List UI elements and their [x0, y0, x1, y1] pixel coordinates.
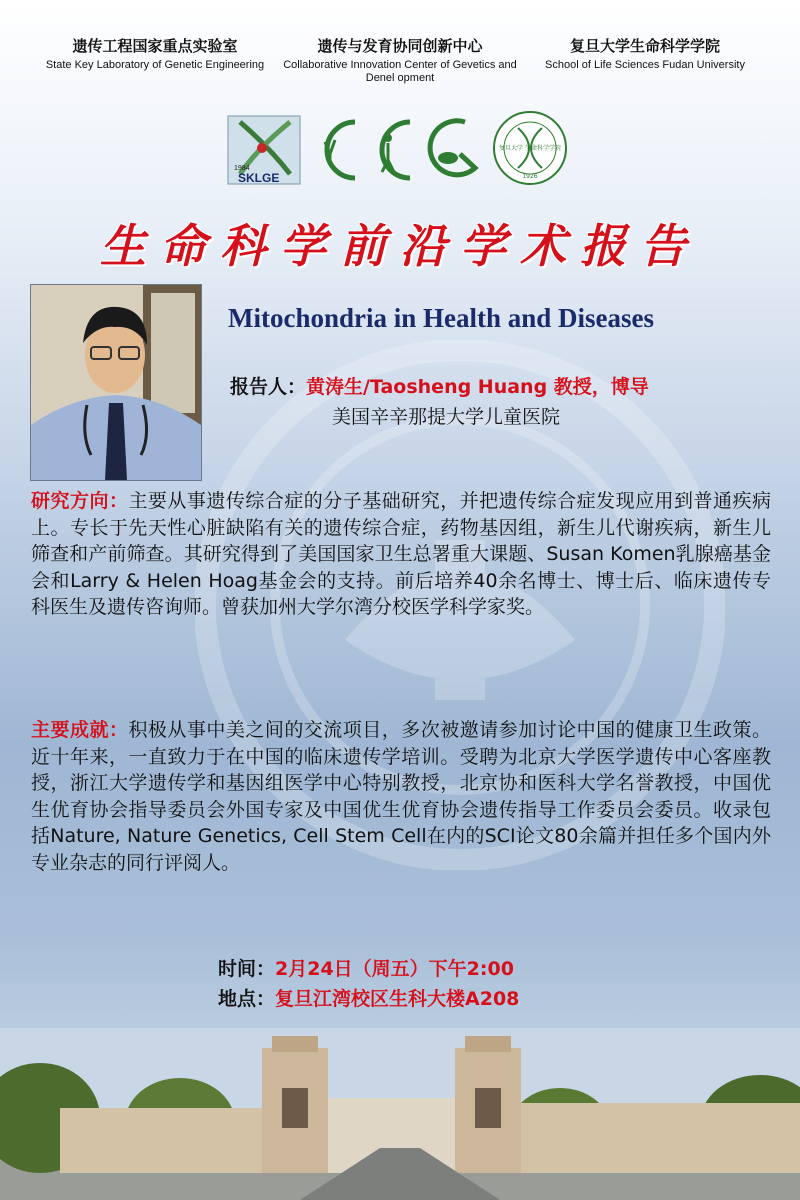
sklge-logo: [228, 116, 300, 185]
institution-cicgd: 遗传与发育协同创新中心 Collaborative Innovation Center of Gevetics and Denel opment: [283, 37, 517, 84]
speaker-photo: [30, 284, 202, 481]
achievements-text: 积极从事中美之间的交流项目，多次被邀请参加讨论中国的健康卫生政策。近十年来，一直致力于在中国的临床遗传学培训。受聘为北京大学医学遗传中心客座教授，浙江大学遗传学和基因组医学中心特别教授，北京协和医科大学名誉教授，中国优生优育协会指导委员会外国专家及中国优生优育协会遗传指导工作委员会委员。收录包括Nature, Nature Genetics, Cell Stem Cell在内的SCI论文80余篇并担任多个国内外专业杂志的同行评阅人。: [31, 719, 771, 874]
cicgd-logo: [325, 121, 475, 178]
place-label: 地点：: [218, 988, 276, 1010]
place-value: 复旦江湾校区生科大楼A208: [275, 988, 520, 1010]
institution-sklge: 遗传工程国家重点实验室 State Key Laboratory of Genetic Engineering: [45, 37, 265, 71]
poster-title: 生命科学前沿学术报告: [100, 219, 700, 273]
speaker-label: 报告人：: [230, 376, 307, 398]
fudan-year: 1926: [522, 173, 538, 180]
research-text: 主要从事遗传综合症的分子基础研究，并把遗传综合症发现应用到普通疾病上。专长于先天性心脏缺陷有关的遗传综合症，药物基因组，新生儿代谢疾病，新生儿筛查和产前筛查。其研究得到了美国国家卫生总署重大课题、Susan Komen乳腺癌基金会和Larry & Helen Hoag基金会的支持。前后培养40余名博士、博士后、临床遗传专科医生及遗传咨询师。曾获加州大学尔湾分校医学科学家奖。: [31, 490, 771, 619]
logo-row: [0, 108, 800, 188]
speaker-affiliation: 美国辛辛那提大学儿童医院: [332, 406, 561, 428]
time-label: 时间：: [218, 958, 276, 980]
sklge-text: SKLGE: [238, 171, 280, 185]
fudan-logo: [494, 112, 566, 184]
speaker-name: 黄涛生/Taosheng Huang 教授，博导: [306, 376, 649, 398]
research-label: 研究方向：: [31, 490, 129, 512]
event-place: [218, 984, 778, 1014]
achievements-label: 主要成就：: [31, 719, 129, 741]
campus-photo: [0, 1028, 800, 1200]
talk-title: Mitochondria in Health and Diseases: [228, 303, 655, 333]
event-time: [218, 954, 778, 984]
institution-header: [0, 36, 800, 96]
research-direction: [31, 488, 771, 621]
sklge-year: 1984: [234, 165, 250, 172]
fudan-logo-text: 复旦大学 生命科学学院: [499, 145, 561, 152]
time-value: 2月24日（周五）下午2:00: [275, 958, 514, 980]
main-achievements: [31, 717, 771, 877]
speaker-info: [230, 372, 790, 432]
institution-fudan-life-sciences: 复旦大学生命科学学院 School of Life Sciences Fudan University: [545, 37, 745, 71]
